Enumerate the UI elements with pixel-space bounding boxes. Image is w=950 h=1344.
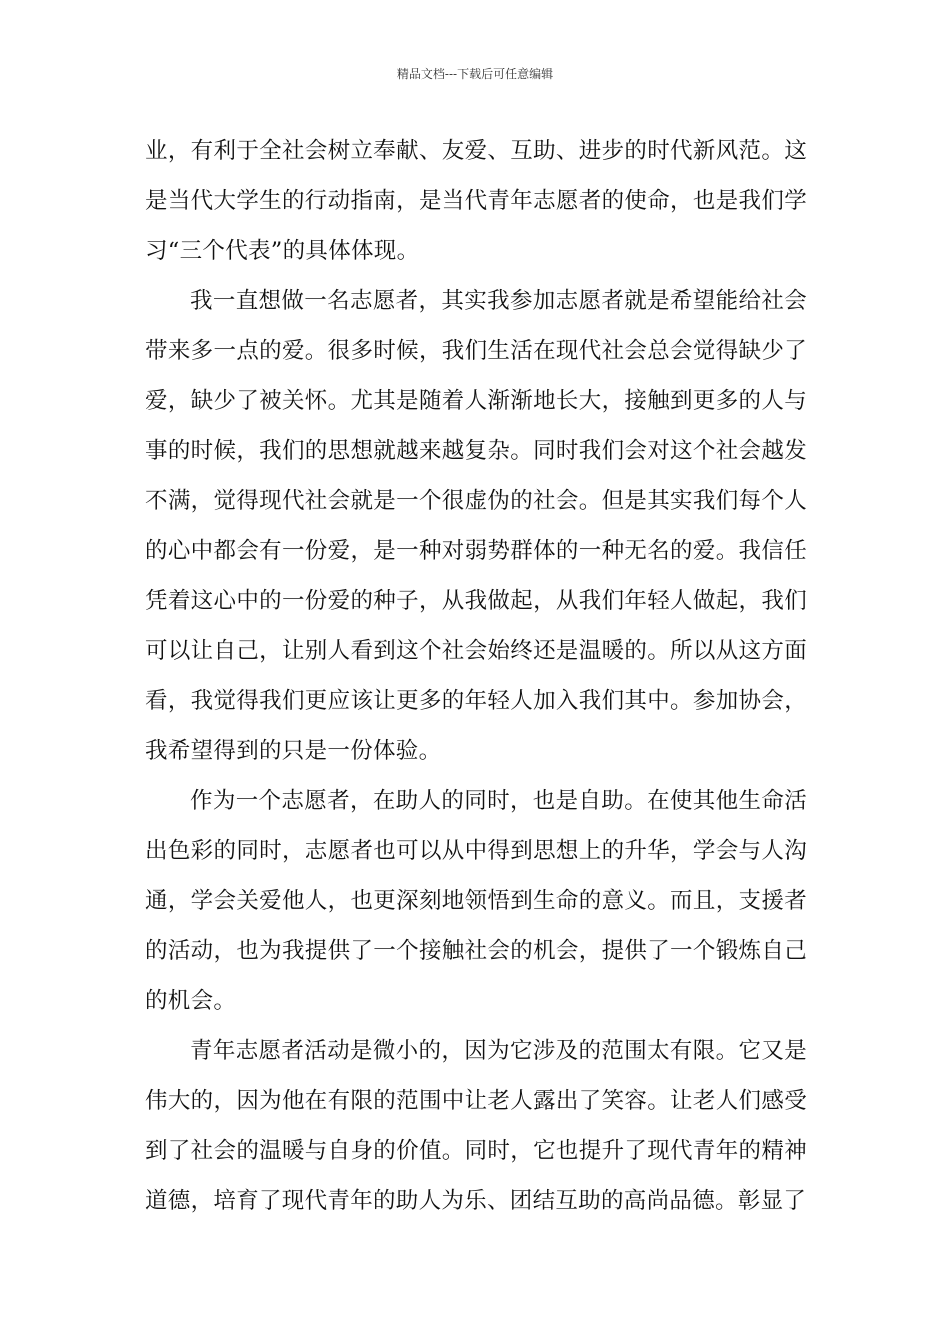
- page-header: 精品文档---下载后可任意编辑: [396, 67, 554, 81]
- paragraph-1: 业，有利于全社会树立奉献、友爱、互助、进步的时代新风范。这是当代大学生的行动指南，是当代青年志愿者的使命，也是我们学习“三个代表”的具体体现。: [145, 138, 807, 264]
- document-body: [145, 126, 807, 1226]
- paragraph-2: 我一直想做一名志愿者，其实我参加志愿者就是希望能给社会带来多一点的爱。很多时候，我们生活在现代社会总会觉得缺少了爱，缺少了被关怀。尤其是随着人渐渐地长大，接触到更多的人与事的时候，我们的思想就越来越复杂。同时我们会对这个社会越发不满，觉得现代社会就是一个很虚伪的社会。但是其实我们每个人的心中都会有一份爱，是一种对弱势群体的一种无名的爱。我信任凭着这心中的一份爱的种子，从我做起，从我们年轻人做起，我们可以让自己，让别人看到这个社会始终还是温暖的。所以从这方面看，我觉得我们更应该让更多的年轻人加入我们其中。参加协会，我希望得到的只是一份体验。: [145, 288, 807, 764]
- paragraph-3: 作为一个志愿者，在助人的同时，也是自助。在使其他生命活出色彩的同时，志愿者也可以从中得到思想上的升华，学会与人沟通，学会关爱他人，也更深刻地领悟到生命的意义。而且，支援者的活动，也为我提供了一个接触社会的机会，提供了一个锻炼自己的机会。: [145, 788, 807, 1014]
- paragraph-4: 青年志愿者活动是微小的，因为它涉及的范围太有限。它又是伟大的，因为他在有限的范围中让老人露出了笑容。让老人们感受到了社会的温暖与自身的价值。同时，它也提升了现代青年的精神道德，培育了现代青年的助人为乐、团结互助的高尚品德。彰显了: [145, 1038, 807, 1214]
